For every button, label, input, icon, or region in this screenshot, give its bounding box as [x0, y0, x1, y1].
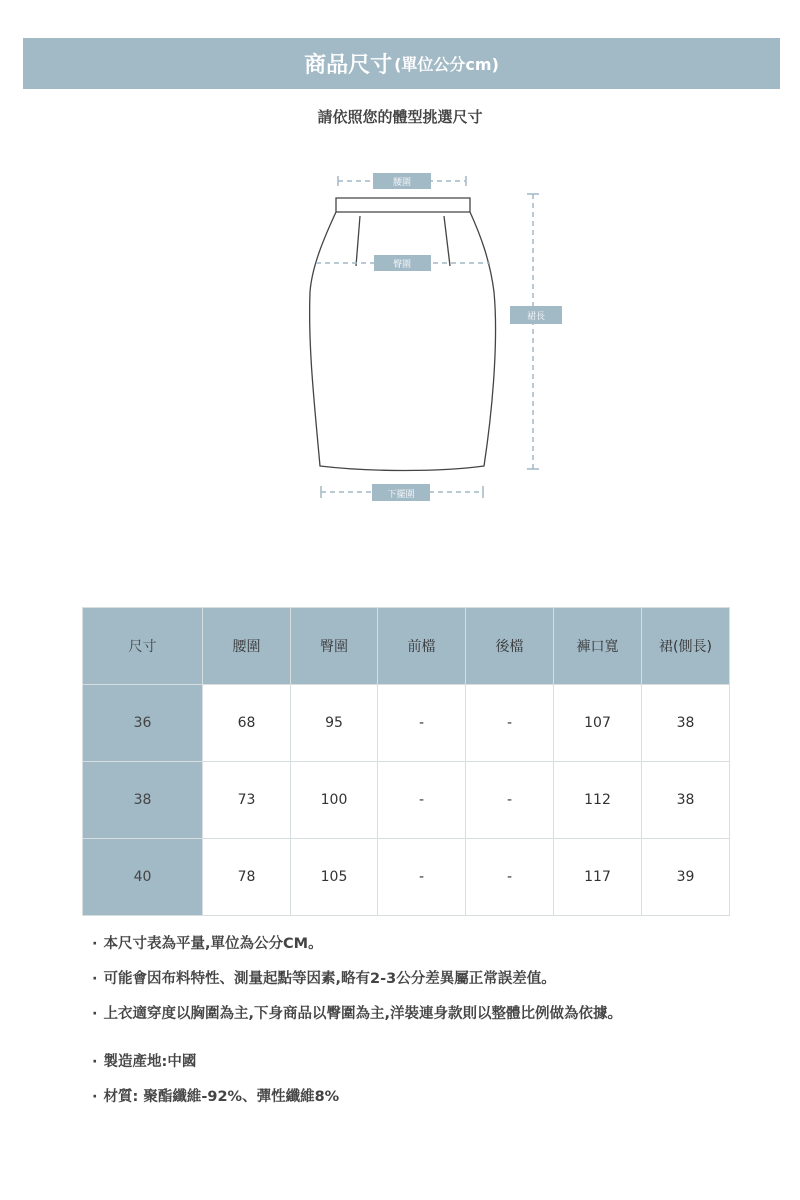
table-header: 尺寸	[83, 608, 203, 685]
skirt-diagram	[0, 0, 800, 560]
bullet: ·	[92, 936, 98, 952]
note-line	[92, 968, 622, 1003]
length-measure	[510, 194, 562, 469]
table-cell: 38	[642, 685, 730, 762]
table-cell: -	[466, 685, 554, 762]
notes-section	[92, 933, 622, 1121]
table-cell: -	[466, 839, 554, 916]
table-cell: 107	[554, 685, 642, 762]
table-cell: 39	[642, 839, 730, 916]
hip-label: 臀圍	[392, 260, 412, 270]
skirt-outline	[310, 198, 496, 471]
header-unit: (單位公分cm)	[394, 55, 499, 74]
bullet: ·	[92, 1089, 98, 1105]
table-cell: 38	[642, 762, 730, 839]
note-text: 本尺寸表為平量,單位為公分CM。	[103, 936, 323, 952]
hem-label: 下擺圍	[387, 490, 415, 500]
material-line	[92, 1086, 622, 1121]
table-cell: 73	[203, 762, 291, 839]
table-row	[83, 839, 730, 916]
table-cell: 78	[203, 839, 291, 916]
table-cell: 112	[554, 762, 642, 839]
header-title: 商品尺寸	[304, 53, 393, 78]
bullet: ·	[92, 1054, 98, 1070]
table-header: 腰圍	[203, 608, 291, 685]
table-cell: 38	[83, 762, 203, 839]
table-header: 前檔	[378, 608, 466, 685]
table-cell: 95	[291, 685, 378, 762]
table-cell: -	[378, 685, 466, 762]
table-cell: 36	[83, 685, 203, 762]
table-cell: 68	[203, 685, 291, 762]
page-subtitle: 請依照您的體型挑選尺寸	[317, 108, 483, 126]
table-header: 裙(側長)	[642, 608, 730, 685]
table-row	[83, 762, 730, 839]
table-row	[83, 685, 730, 762]
size-table	[82, 607, 730, 916]
material-text: 材質: 聚酯纖維-92%、彈性纖維8%	[103, 1089, 340, 1105]
table-header: 臀圍	[291, 608, 378, 685]
note-line	[92, 1003, 622, 1038]
bullet: ·	[92, 971, 98, 987]
table-cell: -	[466, 762, 554, 839]
table-cell: -	[378, 839, 466, 916]
hem-measure	[321, 484, 483, 501]
origin-line	[92, 1051, 622, 1086]
table-cell: -	[378, 762, 466, 839]
table-header-row	[83, 608, 730, 685]
table-cell: 100	[291, 762, 378, 839]
note-line	[92, 933, 622, 968]
table-cell: 105	[291, 839, 378, 916]
origin-text: 製造產地:中國	[103, 1054, 197, 1070]
table-cell: 117	[554, 839, 642, 916]
table-header: 褲口寬	[554, 608, 642, 685]
note-text: 上衣適穿度以胸圍為主,下身商品以臀圍為主,洋裝連身款則以整體比例做為依據。	[103, 1006, 623, 1022]
table-cell: 40	[83, 839, 203, 916]
hip-measure	[316, 255, 490, 271]
table-header: 後檔	[466, 608, 554, 685]
waist-label: 腰圍	[392, 178, 412, 188]
length-label: 裙長	[526, 312, 546, 322]
waist-measure	[338, 173, 466, 189]
note-text: 可能會因布料特性、測量起點等因素,略有2-3公分差異屬正常誤差值。	[103, 971, 556, 987]
bullet: ·	[92, 1006, 98, 1022]
